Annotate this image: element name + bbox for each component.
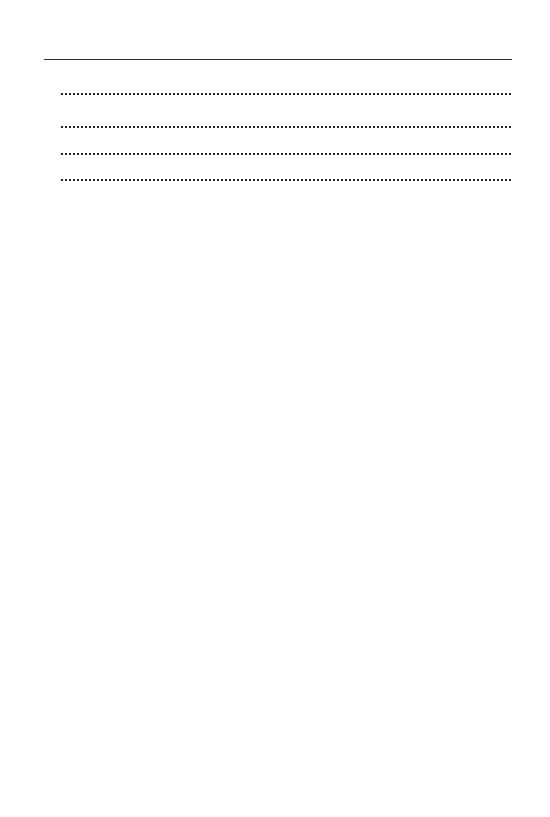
- chapter-heading: [44, 142, 512, 159]
- chapter-heading: [44, 169, 512, 186]
- toc-chapter-7: [44, 142, 512, 159]
- toc-chapter-5: [44, 82, 512, 99]
- chapter-heading: [44, 82, 512, 99]
- dot-leader: [61, 152, 511, 155]
- toc-chapter-8: [44, 169, 512, 186]
- dot-leader: [61, 125, 511, 128]
- toc-chapter-6: [44, 109, 512, 133]
- chapter-heading-line-1: [44, 109, 512, 126]
- dot-leader: [61, 178, 511, 181]
- header-rule: [44, 59, 512, 60]
- chapter-heading: [44, 125, 512, 132]
- dot-leader: [61, 92, 511, 95]
- running-header: [44, 34, 512, 56]
- table-of-contents: [44, 72, 512, 195]
